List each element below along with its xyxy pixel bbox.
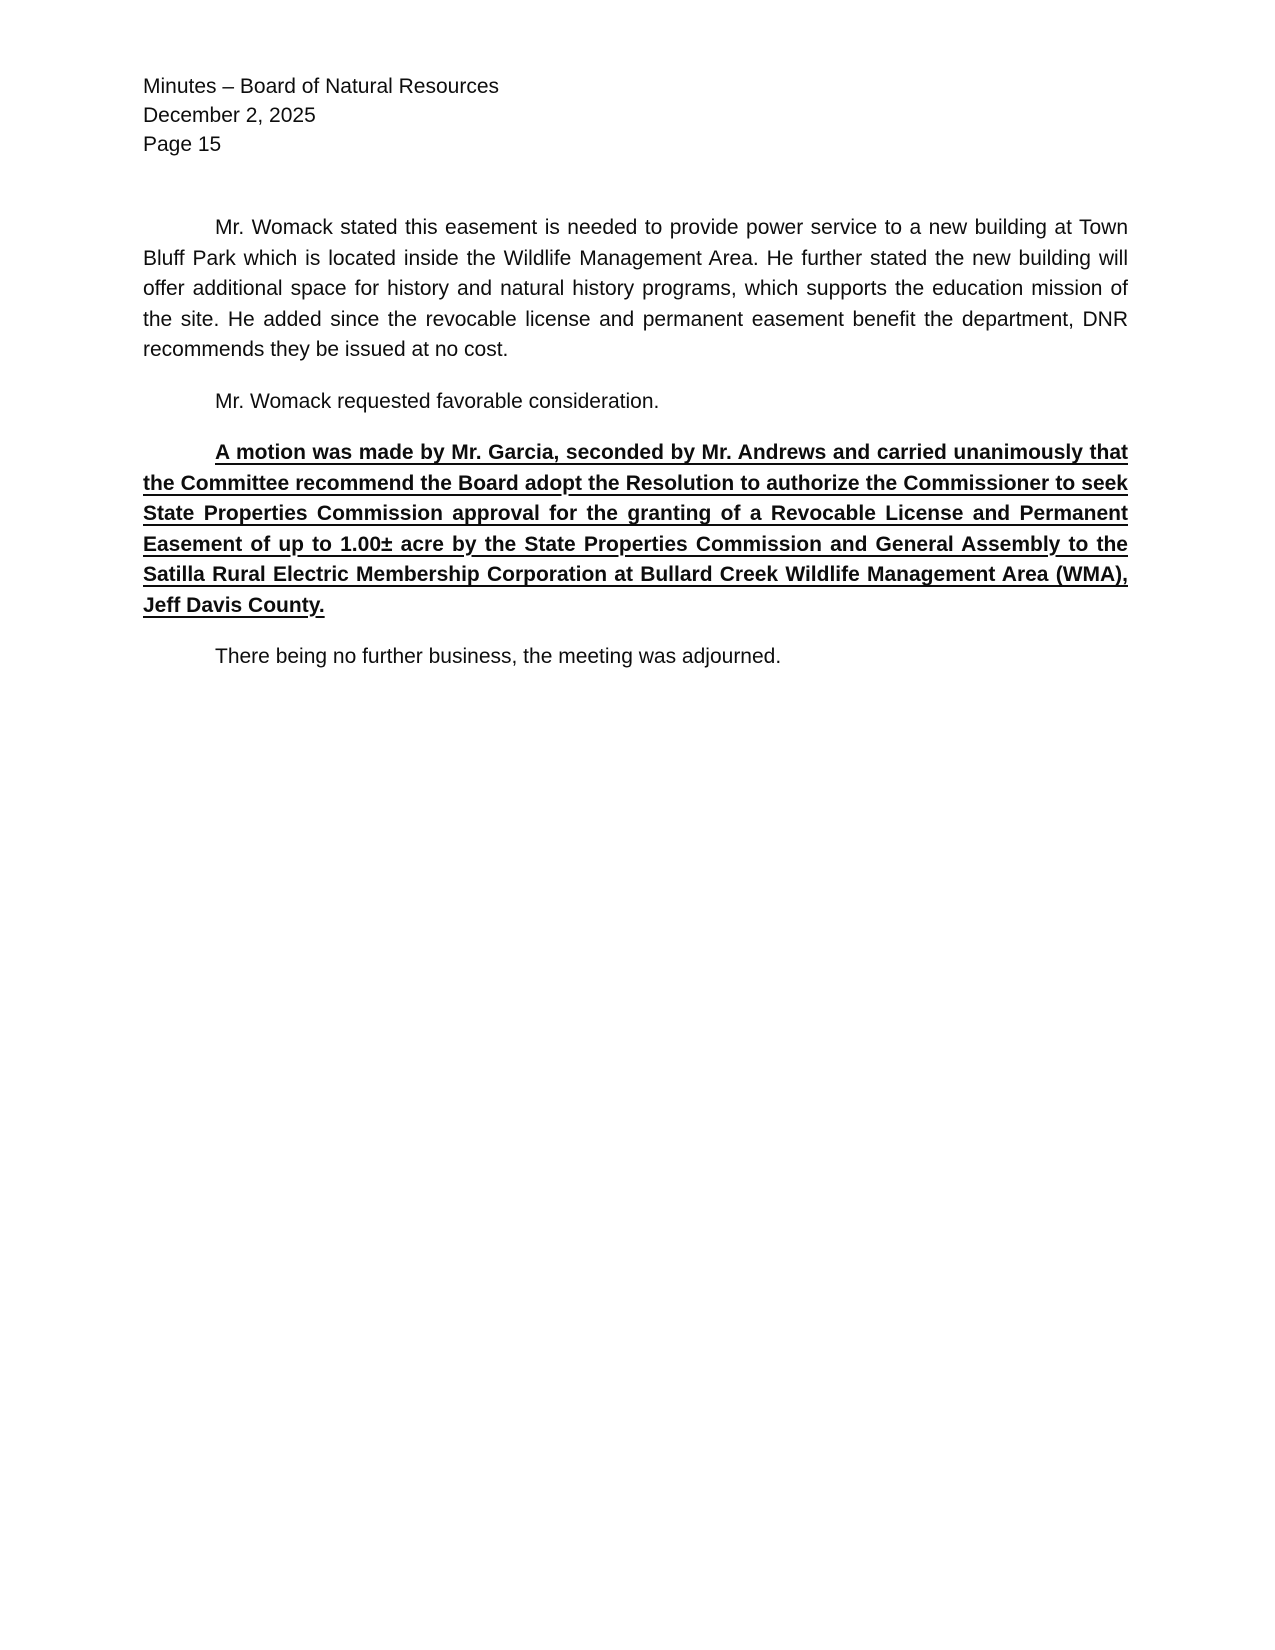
header-title: Minutes – Board of Natural Resources <box>143 75 500 98</box>
document-header <box>143 72 1128 159</box>
header-page-number: Page 15 <box>143 133 222 156</box>
document-content <box>143 72 1128 694</box>
paragraph-favorable-consideration: Mr. Womack requested favorable consideration. <box>215 389 660 413</box>
paragraph-adjournment: There being no further business, the meeting was adjourned. <box>215 645 782 668</box>
paragraph-easement-statement: Mr. Womack stated this easement is needed to provide power service to a new building at Town Bluff Park which is located inside the Wildlife Management Area. He further stated the new building will offer additional space for history and natural history programs, which supports the education mission of the site. He added since the revocable license and permanent easement benefit the department, DNR recommends they be issued at no cost. <box>143 216 1128 361</box>
paragraph-motion: A motion was made by Mr. Garcia, seconded by Mr. Andrews and carried unanimously that the Committee recommend the Board adopt the Resolution to authorize the Commissioner to seek State Properties Commission approval for the granting of a Revocable License and Permanent Easement of up to 1.00± acre by the State Properties Commission and General Assembly to the Satilla Rural Electric Membership Corporation at Bullard Creek Wildlife Management Area (WMA), Jeff Davis County. <box>143 441 1128 617</box>
header-date: December 2, 2025 <box>143 104 316 127</box>
